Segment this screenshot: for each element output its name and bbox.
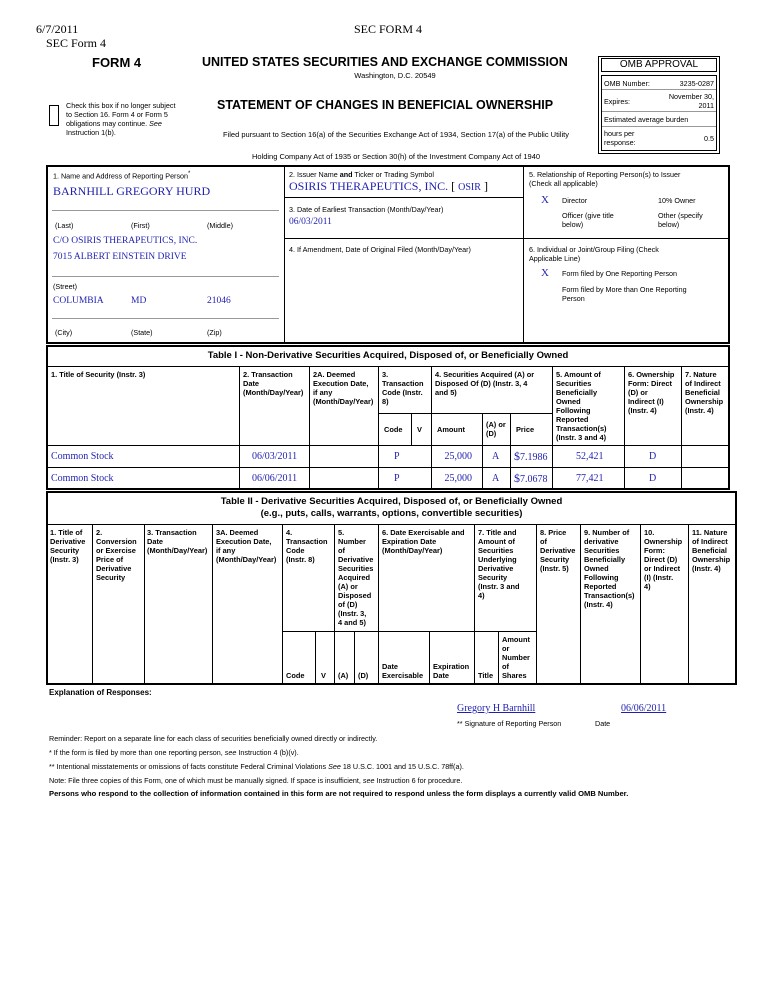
omb-expires: November 30, 2011: [668, 92, 714, 110]
t2-sub-expiration: Expiration Date: [433, 662, 470, 680]
last-label: (Last): [55, 221, 74, 230]
t1-sub-amount: Amount: [437, 425, 465, 434]
t2-h10: 10. Ownership Form: Direct (D) or Indirect (I) (Instr. 4): [644, 528, 683, 591]
t2-h9: 9. Number of derivative Securities Beneficially Owned Following Reported Transaction(s) (Instr. 4): [584, 528, 635, 609]
t1-r1-form: D: [649, 451, 657, 462]
no-longer-subject-checkbox[interactable]: [49, 105, 59, 126]
reporting-person-name[interactable]: BARNHILL GREGORY HURD: [53, 184, 211, 198]
t2-h2: 2. Conversion or Exercise Price of Derivative Security: [96, 528, 137, 582]
t2-sub-code: Code: [286, 671, 305, 680]
t2-sub-date-exercisable: Date Exercisable: [382, 662, 424, 680]
signature-name: Gregory H Barnhill: [457, 703, 536, 714]
note-1: * If the form is filed by more than one reporting person, see Instruction 4 (b)(v).: [49, 748, 299, 757]
box2-label: 2. Issuer Name and Ticker or Trading Symbol: [289, 170, 435, 179]
box6-label: 6. Individual or Joint/Group Filing (Check Applicable Line): [529, 245, 659, 263]
zip-value: 21046: [207, 296, 231, 306]
t2-h7: 7. Title and Amount of Securities Underlying Derivative Security (Instr. 3 and 4): [478, 528, 520, 600]
box1-label: 1. Name and Address of Reporting Person*: [53, 171, 191, 181]
t2-h3a: 3A. Deemed Execution Date, if any (Month/Day/Year): [216, 528, 277, 564]
t2-h5: 5. Number of Derivative Securities Acquired (A) or Disposed of (D) (Instr. 3, 4 and 5): [338, 528, 374, 627]
t2-sub-d: (D): [358, 671, 369, 680]
omb-number-label: OMB Number:: [604, 79, 650, 88]
director-label: Director: [562, 196, 588, 205]
omb-hours-label: hours per response:: [604, 129, 636, 147]
box4-label: 4. If Amendment, Date of Original Filed (Month/Day/Year): [289, 245, 471, 254]
t1-r1-date: 06/03/2011: [252, 451, 298, 462]
t2-h6: 6. Date Exercisable and Expiration Date (Month/Day/Year): [382, 528, 465, 555]
box5-label: 5. Relationship of Reporting Person(s) to Issuer (Check all applicable): [529, 170, 681, 188]
box3-label: 3. Date of Earliest Transaction (Month/Day/Year): [289, 205, 444, 214]
omb-burden-label: Estimated average burden: [604, 115, 689, 124]
final-note: Persons who respond to the collection of information contained in this form are not required to respond unless the form displays a currently valid OMB Number.: [49, 789, 629, 798]
checkbox-note: Check this box if no longer subject to Section 16. Form 4 or Form 5 obligations may continue. See Instruction 1(b).: [66, 101, 176, 137]
agency-title: UNITED STATES SECURITIES AND EXCHANGE COMMISSION: [202, 55, 568, 69]
t1-h2: 2. Transaction Date (Month/Day/Year): [243, 370, 304, 397]
t1-r1-title: Common Stock: [51, 451, 114, 462]
first-label: (First): [131, 221, 150, 230]
earliest-transaction-date: 06/03/2011: [289, 217, 332, 227]
t1-r1-price: $7.1986: [514, 449, 548, 463]
print-subtitle: SEC Form 4: [46, 36, 107, 50]
t1-r2-price: $7.0678: [514, 471, 548, 485]
zip-label: (Zip): [207, 328, 222, 337]
state-value: MD: [131, 296, 147, 306]
director-check[interactable]: X: [541, 194, 549, 206]
omb-title: OMB APPROVAL: [619, 59, 699, 70]
state-label: (State): [131, 328, 153, 337]
t2-sub-a: (A): [338, 671, 349, 680]
t2-sub-title: Title: [478, 671, 494, 680]
note-2: ** Intentional misstatements or omissions of facts constitute Federal Criminal Violations See 18 U.S.C. 1001 and 15 U.S.C. 78ff(a).: [49, 762, 464, 771]
t1-sub-v: V: [417, 425, 422, 434]
t1-r2-date: 06/06/2011: [252, 473, 298, 484]
t2-sub-amount: Amount or Number of Shares: [502, 635, 530, 680]
t1-h1: 1. Title of Security (Instr. 3): [51, 370, 146, 379]
t1-r2-form: D: [649, 473, 657, 484]
issuer: OSIRIS THERAPEUTICS, INC. [ OSIR ]: [289, 179, 488, 193]
ten-pct-owner-label: 10% Owner: [658, 196, 696, 205]
omb-hours: 0.5: [704, 134, 714, 143]
signature-date: 06/06/2011: [621, 703, 667, 714]
other-label: Other (specify below): [658, 211, 703, 229]
t2-h8: 8. Price of Derivative Security (Instr. 5): [540, 528, 576, 573]
print-title: SEC FORM 4: [354, 22, 423, 36]
t1-r2-amount: 25,000: [444, 473, 472, 484]
address-line-2: 7015 ALBERT EINSTEIN DRIVE: [53, 252, 187, 262]
filing-option-2: Form filed by More than One Reporting Person: [562, 285, 687, 303]
signature-label: ** Signature of Reporting Person: [457, 719, 562, 728]
officer-label: Officer (give title below): [562, 211, 614, 229]
t2-h11: 11. Nature of Indirect Beneficial Ownership (Instr. 4): [692, 528, 731, 573]
reminder-note: Reminder: Report on a separate line for each class of securities beneficially owned directly or indirectly.: [49, 734, 378, 743]
t1-r1-owned: 52,421: [576, 451, 604, 462]
omb-number: 3235-0287: [679, 79, 714, 88]
statement-title: STATEMENT OF CHANGES IN BENEFICIAL OWNERSHIP: [217, 98, 554, 112]
t1-r2-owned: 77,421: [576, 473, 604, 484]
t1-h7: 7. Nature of Indirect Beneficial Ownership (Instr. 4): [685, 370, 724, 415]
signature-date-label: Date: [595, 719, 611, 728]
ticker[interactable]: OSIR: [458, 182, 481, 193]
t1-sub-ad: (A) or (D): [486, 420, 506, 438]
print-date: 6/7/2011: [36, 22, 79, 36]
address-line-1: C/O OSIRIS THERAPEUTICS, INC.: [53, 236, 198, 246]
t1-r2-code: P: [394, 473, 400, 484]
t1-sub-code: Code: [384, 425, 403, 434]
t1-r2-title: Common Stock: [51, 473, 114, 484]
city-value: COLUMBIA: [53, 296, 104, 306]
filing-option-1: Form filed by One Reporting Person: [562, 269, 678, 278]
middle-label: (Middle): [207, 221, 233, 230]
t1-r1-amount: 25,000: [444, 451, 472, 462]
form-label: FORM 4: [92, 55, 142, 70]
explanation-heading: Explanation of Responses:: [49, 688, 152, 697]
t1-h2a: 2A. Deemed Execution Date, if any (Month/Day/Year): [313, 370, 374, 406]
t1-h6: 6. Ownership Form: Direct (D) or Indirect (I) (Instr. 4): [628, 370, 675, 415]
t1-h4: 4. Securities Acquired (A) or Disposed Of (D) (Instr. 3, 4 and 5): [435, 370, 535, 397]
t1-sub-price: Price: [516, 425, 535, 434]
agency-location: Washington, D.C. 20549: [354, 71, 436, 80]
t1-r2-ad: A: [492, 473, 500, 484]
t1-r1-code: P: [394, 451, 400, 462]
omb-expires-label: Expires:: [604, 97, 630, 106]
t1-h5: 5. Amount of Securities Beneficially Owned Following Reported Transaction(s) (Instr. 3 and 4): [556, 370, 607, 442]
t2-sub-v: V: [321, 671, 326, 680]
t1-r1-ad: A: [492, 451, 500, 462]
filed-pursuant-1: Filed pursuant to Section 16(a) of the Securities Exchange Act of 1934, Section 17(a) of the Public Utility: [222, 130, 570, 139]
note-3: Note: File three copies of this Form, one of which must be manually signed. If space is insufficient, see Instruction 6 for procedure.: [49, 776, 463, 785]
t1-h3: 3. Transaction Code (Instr. 8): [382, 370, 424, 406]
city-label: (City): [55, 328, 73, 337]
table1-title: Table I - Non-Derivative Securities Acquired, Disposed of, or Beneficially Owned: [207, 350, 569, 361]
street-label: (Street): [53, 282, 77, 291]
filed-pursuant-2: Holding Company Act of 1935 or Section 30(h) of the Investment Company Act of 1940: [251, 152, 541, 161]
t2-h3: 3. Transaction Date (Month/Day/Year): [147, 528, 208, 555]
table2-title: Table II - Derivative Securities Acquired, Disposed of, or Beneficially Owned (e.g., puts, calls, warrants, options, convertible securities): [220, 496, 563, 519]
t2-h4: 4. Transaction Code (Instr. 8): [286, 528, 328, 564]
one-person-check[interactable]: X: [541, 267, 549, 279]
t2-h1: 1. Title of Derivative Security (Instr. 3): [50, 528, 86, 564]
